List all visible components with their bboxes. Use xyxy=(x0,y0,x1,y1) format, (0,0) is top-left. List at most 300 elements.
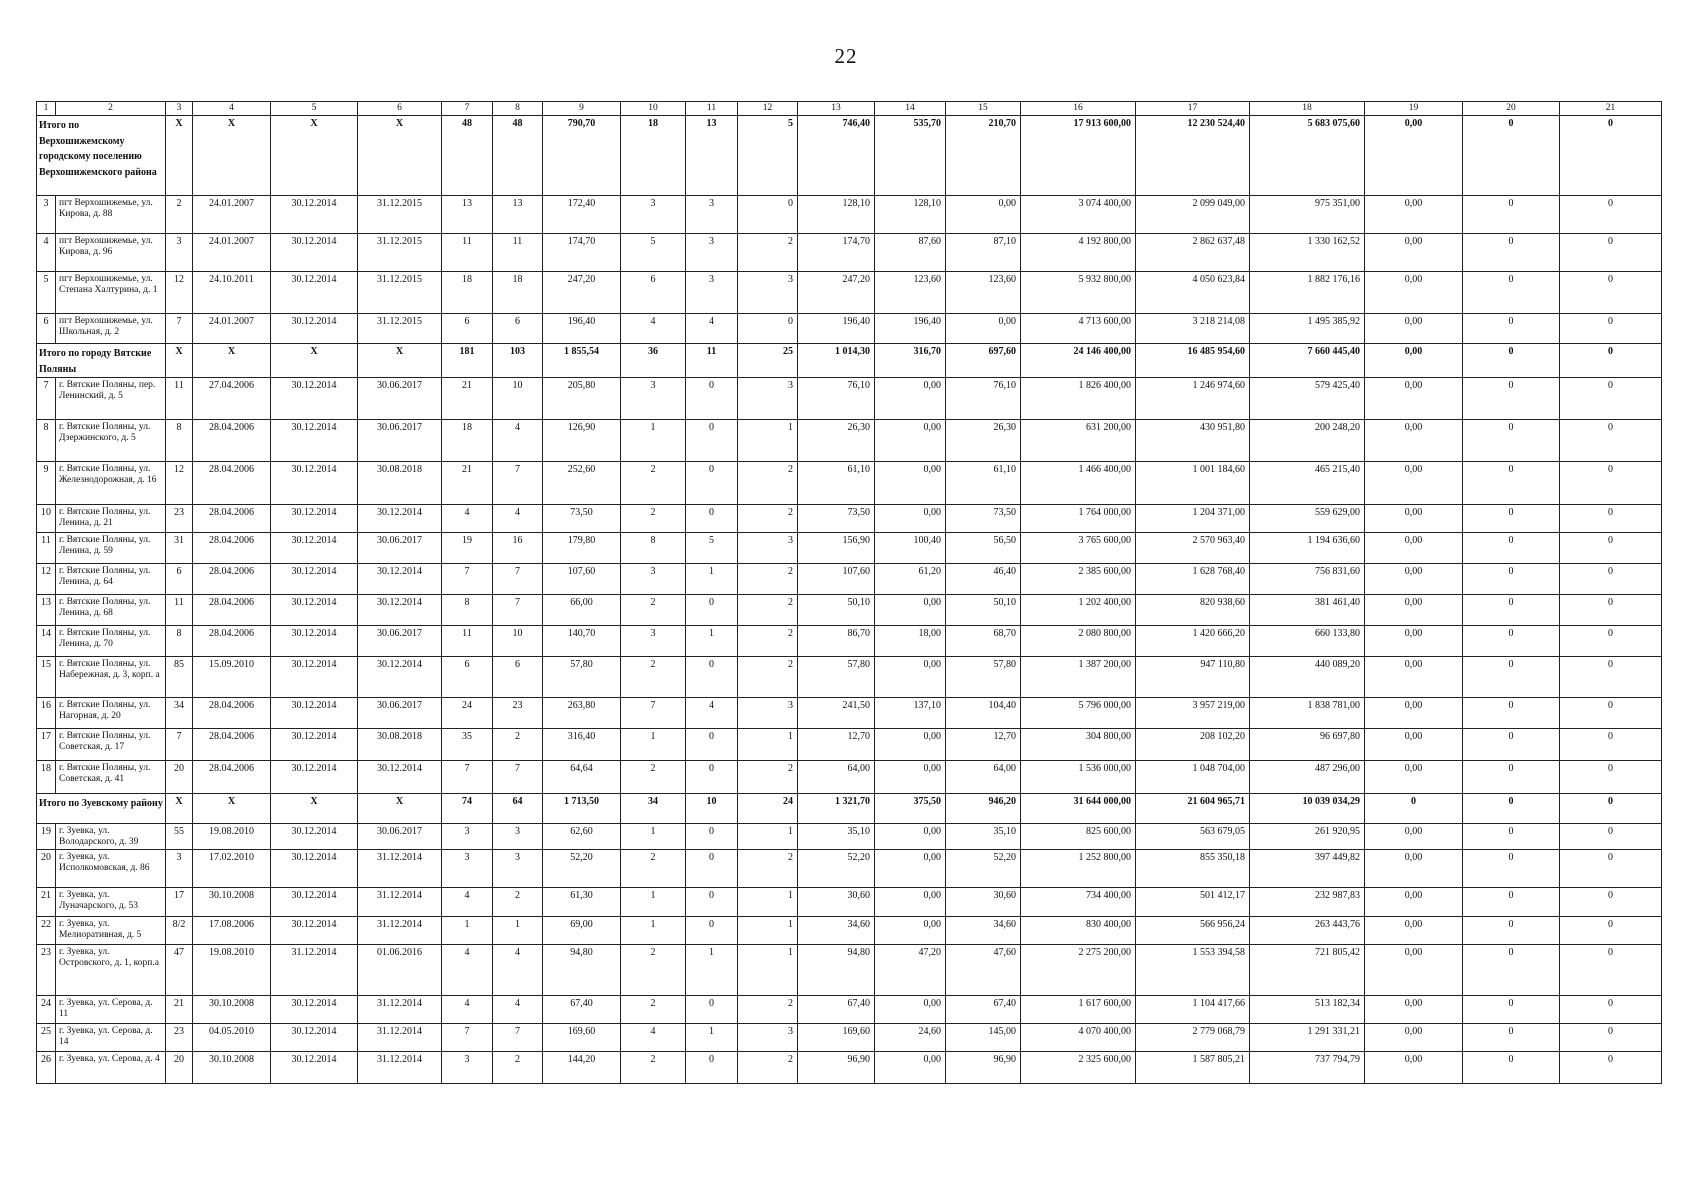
table-cell: 96,90 xyxy=(946,1052,1021,1084)
table-row xyxy=(37,378,1662,420)
table-cell: 465 215,40 xyxy=(1250,462,1365,505)
table-cell: 47,20 xyxy=(875,945,946,996)
table-cell: X xyxy=(166,344,193,378)
table-cell: 30.12.2014 xyxy=(271,698,358,729)
column-number: 7 xyxy=(442,102,493,116)
table-cell: 830 400,00 xyxy=(1021,917,1136,945)
table-cell: 50,10 xyxy=(946,595,1021,626)
table-cell: 28.04.2006 xyxy=(193,595,271,626)
table-cell: 0 xyxy=(686,824,738,850)
table-cell: 31.12.2014 xyxy=(271,945,358,996)
table-cell: 15.09.2010 xyxy=(193,657,271,698)
table-cell: 21 xyxy=(442,378,493,420)
table-cell: 62,60 xyxy=(543,824,621,850)
building-address: г. Зуевка, ул. Мелиоративная, д. 5 xyxy=(56,917,166,945)
table-cell: 3 074 400,00 xyxy=(1021,196,1136,234)
table-cell: 4 xyxy=(686,314,738,344)
table-cell: 2 385 600,00 xyxy=(1021,564,1136,595)
table-cell: 24.10.2011 xyxy=(193,272,271,314)
table-cell: 0,00 xyxy=(875,888,946,917)
table-cell: 0,00 xyxy=(875,824,946,850)
column-number: 1 xyxy=(37,102,56,116)
table-cell: 0 xyxy=(1463,272,1560,314)
table-cell: 1 826 400,00 xyxy=(1021,378,1136,420)
table-row xyxy=(37,917,1662,945)
table-cell: 28.04.2006 xyxy=(193,698,271,729)
table-cell: 0,00 xyxy=(1365,272,1463,314)
column-number: 13 xyxy=(798,102,875,116)
table-cell: 31.12.2014 xyxy=(358,917,442,945)
table-cell: 10 xyxy=(493,378,543,420)
table-cell: 31.12.2015 xyxy=(358,272,442,314)
table-cell: 3 xyxy=(442,850,493,888)
table-cell: 5 xyxy=(738,116,798,196)
table-cell: 0 xyxy=(1560,888,1662,917)
table-cell: 24 xyxy=(738,794,798,824)
table-cell: 0 xyxy=(1560,314,1662,344)
table-cell: 0 xyxy=(1560,945,1662,996)
table-cell: 0 xyxy=(1560,729,1662,761)
table-cell: 24.01.2007 xyxy=(193,314,271,344)
table-cell: 3 xyxy=(166,850,193,888)
table-cell: 316,40 xyxy=(543,729,621,761)
table-cell: 5 683 075,60 xyxy=(1250,116,1365,196)
table-cell: 30.06.2017 xyxy=(358,378,442,420)
table-cell: 28.04.2006 xyxy=(193,761,271,794)
building-address: г. Вятские Поляны, пер. Ленинский, д. 5 xyxy=(56,378,166,420)
table-row xyxy=(37,505,1662,533)
table-cell: 73,50 xyxy=(946,505,1021,533)
table-cell: 579 425,40 xyxy=(1250,378,1365,420)
table-cell: 96,90 xyxy=(798,1052,875,1084)
table-cell: 76,10 xyxy=(798,378,875,420)
column-number: 8 xyxy=(493,102,543,116)
table-cell: 0 xyxy=(686,917,738,945)
table-cell: 17 913 600,00 xyxy=(1021,116,1136,196)
table-cell: 261 920,95 xyxy=(1250,824,1365,850)
table-cell: 30.12.2014 xyxy=(271,917,358,945)
subtotal-row xyxy=(37,344,1662,378)
table-cell: 12 xyxy=(166,462,193,505)
table-cell: 397 449,82 xyxy=(1250,850,1365,888)
table-cell: 25 xyxy=(738,344,798,378)
table-cell: 2 xyxy=(738,657,798,698)
table-cell: 0 xyxy=(1560,462,1662,505)
table-cell: 252,60 xyxy=(543,462,621,505)
table-cell: 0 xyxy=(1463,1052,1560,1084)
table-cell: 200 248,20 xyxy=(1250,420,1365,462)
table-cell: 0,00 xyxy=(1365,196,1463,234)
table-row xyxy=(37,996,1662,1024)
table-cell: 0,00 xyxy=(1365,657,1463,698)
table-cell: 28.04.2006 xyxy=(193,462,271,505)
table-cell: 31.12.2015 xyxy=(358,196,442,234)
table-row xyxy=(37,462,1662,505)
table-row xyxy=(37,1024,1662,1052)
table-cell: 47,60 xyxy=(946,945,1021,996)
table-cell: 86,70 xyxy=(798,626,875,657)
table-cell: 1 xyxy=(738,420,798,462)
table-cell: 179,80 xyxy=(543,533,621,564)
row-number: 7 xyxy=(37,378,56,420)
table-cell: 0 xyxy=(1463,378,1560,420)
table-cell: 0 xyxy=(686,462,738,505)
table-cell: 28.04.2006 xyxy=(193,533,271,564)
table-cell: 0 xyxy=(686,761,738,794)
table-cell: 0 xyxy=(1463,344,1560,378)
table-cell: 6 xyxy=(442,314,493,344)
table-cell: 30.12.2014 xyxy=(271,234,358,272)
table-row xyxy=(37,420,1662,462)
table-cell: 3 xyxy=(621,378,686,420)
table-cell: 0 xyxy=(1560,234,1662,272)
table-cell: 4 xyxy=(442,996,493,1024)
table-cell: 26,30 xyxy=(946,420,1021,462)
table-cell: 0 xyxy=(1463,698,1560,729)
table-cell: 181 xyxy=(442,344,493,378)
table-cell: 11 xyxy=(442,234,493,272)
table-cell: 30.10.2008 xyxy=(193,888,271,917)
table-cell: 21 xyxy=(166,996,193,1024)
table-cell: 946,20 xyxy=(946,794,1021,824)
table-cell: 30.12.2014 xyxy=(271,505,358,533)
table-cell: 30.12.2014 xyxy=(271,626,358,657)
table-cell: 2 xyxy=(738,595,798,626)
table-cell: 1 014,30 xyxy=(798,344,875,378)
table-cell: 123,60 xyxy=(875,272,946,314)
table-cell: 0 xyxy=(1463,564,1560,595)
table-row xyxy=(37,533,1662,564)
table-cell: 513 182,34 xyxy=(1250,996,1365,1024)
table-cell: 1 xyxy=(738,917,798,945)
row-number: 16 xyxy=(37,698,56,729)
table-cell: X xyxy=(358,116,442,196)
table-cell: 3 xyxy=(493,850,543,888)
table-cell: 107,60 xyxy=(798,564,875,595)
table-cell: 30.08.2018 xyxy=(358,462,442,505)
table-cell: 17 xyxy=(166,888,193,917)
table-row xyxy=(37,729,1662,761)
table-cell: 210,70 xyxy=(946,116,1021,196)
subtotal-label: Итого по Верхошижемскому городскому поселению Верхошижемского района xyxy=(37,116,166,196)
table-cell: 10 xyxy=(493,626,543,657)
table-cell: 31.12.2015 xyxy=(358,314,442,344)
table-cell: 0,00 xyxy=(1365,378,1463,420)
table-cell: 2 xyxy=(493,729,543,761)
table-cell: 4 xyxy=(493,945,543,996)
table-cell: 196,40 xyxy=(798,314,875,344)
table-cell: 0 xyxy=(1560,595,1662,626)
table-cell: 87,60 xyxy=(875,234,946,272)
table-cell: 1 001 184,60 xyxy=(1136,462,1250,505)
table-cell: 2 xyxy=(621,996,686,1024)
table-cell: 0 xyxy=(686,420,738,462)
table-cell: 61,10 xyxy=(798,462,875,505)
table-cell: 12,70 xyxy=(946,729,1021,761)
table-cell: 0 xyxy=(1463,794,1560,824)
table-cell: 94,80 xyxy=(543,945,621,996)
table-cell: 1 xyxy=(621,917,686,945)
table-cell: 0 xyxy=(1560,698,1662,729)
table-cell: 1 252 800,00 xyxy=(1021,850,1136,888)
table-cell: 31.12.2014 xyxy=(358,1024,442,1052)
table-cell: 57,80 xyxy=(798,657,875,698)
table-cell: 36 xyxy=(621,344,686,378)
table-cell: 0,00 xyxy=(1365,116,1463,196)
table-cell: 1 xyxy=(621,420,686,462)
table-cell: 0 xyxy=(686,729,738,761)
row-number: 11 xyxy=(37,533,56,564)
table-cell: 1 291 331,21 xyxy=(1250,1024,1365,1052)
table-cell: 0 xyxy=(686,996,738,1024)
table-cell: 1 204 371,00 xyxy=(1136,505,1250,533)
table-cell: 1 628 768,40 xyxy=(1136,564,1250,595)
table-cell: X xyxy=(271,116,358,196)
table-cell: 2 080 800,00 xyxy=(1021,626,1136,657)
table-cell: 0 xyxy=(1560,116,1662,196)
table-cell: 52,20 xyxy=(946,850,1021,888)
table-cell: 30.12.2014 xyxy=(271,378,358,420)
table-cell: 0,00 xyxy=(875,729,946,761)
table-cell: 8 xyxy=(166,420,193,462)
table-cell: 31.12.2014 xyxy=(358,888,442,917)
building-address: пгт Верхошижемье, ул. Школьная, д. 2 xyxy=(56,314,166,344)
table-cell: 31.12.2014 xyxy=(358,1052,442,1084)
table-cell: 2 099 049,00 xyxy=(1136,196,1250,234)
table-cell: 30,60 xyxy=(946,888,1021,917)
table-cell: 0 xyxy=(1463,657,1560,698)
table-cell: 2 xyxy=(621,595,686,626)
table-row xyxy=(37,196,1662,234)
table-cell: 0 xyxy=(1560,657,1662,698)
table-cell: 172,40 xyxy=(543,196,621,234)
table-cell: 0 xyxy=(1560,378,1662,420)
table-cell: 247,20 xyxy=(543,272,621,314)
table-cell: 64 xyxy=(493,794,543,824)
table-cell: 0,00 xyxy=(1365,1052,1463,1084)
table-cell: 3 xyxy=(442,824,493,850)
table-cell: 123,60 xyxy=(946,272,1021,314)
table-cell: 0 xyxy=(686,378,738,420)
row-number: 17 xyxy=(37,729,56,761)
building-address: г. Зуевка, ул. Серова, д. 14 xyxy=(56,1024,166,1052)
building-address: г. Вятские Поляны, ул. Ленина, д. 64 xyxy=(56,564,166,595)
table-cell: 10 039 034,29 xyxy=(1250,794,1365,824)
table-cell: 31.12.2014 xyxy=(358,996,442,1024)
table-cell: 0,00 xyxy=(1365,234,1463,272)
table-cell: 2 xyxy=(493,1052,543,1084)
row-number: 14 xyxy=(37,626,56,657)
table-cell: 8 xyxy=(442,595,493,626)
table-cell: 3 xyxy=(621,626,686,657)
table-cell: X xyxy=(193,116,271,196)
table-cell: 57,80 xyxy=(543,657,621,698)
table-cell: 0,00 xyxy=(1365,917,1463,945)
table-cell: 13 xyxy=(442,196,493,234)
table-cell: 4 192 800,00 xyxy=(1021,234,1136,272)
table-cell: 746,40 xyxy=(798,116,875,196)
table-cell: 2 xyxy=(738,564,798,595)
table-cell: 4 713 600,00 xyxy=(1021,314,1136,344)
table-cell: 17.02.2010 xyxy=(193,850,271,888)
table-cell: 0,00 xyxy=(875,378,946,420)
table-cell: X xyxy=(358,794,442,824)
table-cell: 57,80 xyxy=(946,657,1021,698)
table-row xyxy=(37,945,1662,996)
table-row xyxy=(37,888,1662,917)
table-cell: 7 xyxy=(493,1024,543,1052)
table-cell: 205,80 xyxy=(543,378,621,420)
table-cell: 30.06.2017 xyxy=(358,533,442,564)
table-cell: 23 xyxy=(166,505,193,533)
building-address: г. Вятские Поляны, ул. Нагорная, д. 20 xyxy=(56,698,166,729)
table-cell: 30.12.2014 xyxy=(271,533,358,564)
table-cell: 5 796 000,00 xyxy=(1021,698,1136,729)
table-cell: 8 xyxy=(166,626,193,657)
table-cell: X xyxy=(193,344,271,378)
table-cell: 31.12.2015 xyxy=(358,234,442,272)
table-cell: 375,50 xyxy=(875,794,946,824)
table-cell: 169,60 xyxy=(798,1024,875,1052)
building-address: пгт Верхошижемье, ул. Кирова, д. 96 xyxy=(56,234,166,272)
table-cell: 4 xyxy=(442,888,493,917)
table-cell: 76,10 xyxy=(946,378,1021,420)
table-cell: 1 838 781,00 xyxy=(1250,698,1365,729)
housing-program-table xyxy=(36,101,1662,1084)
table-cell: 0 xyxy=(1463,1024,1560,1052)
table-cell: 0 xyxy=(1560,794,1662,824)
table-cell: 0,00 xyxy=(1365,420,1463,462)
table-cell: 30.06.2017 xyxy=(358,626,442,657)
column-number: 3 xyxy=(166,102,193,116)
table-cell: 721 805,42 xyxy=(1250,945,1365,996)
row-number: 20 xyxy=(37,850,56,888)
table-cell: 737 794,79 xyxy=(1250,1052,1365,1084)
table-cell: 8/2 xyxy=(166,917,193,945)
table-cell: 1 xyxy=(738,824,798,850)
column-number: 19 xyxy=(1365,102,1463,116)
table-cell: 30.06.2017 xyxy=(358,824,442,850)
table-cell: 1 xyxy=(686,564,738,595)
table-cell: 440 089,20 xyxy=(1250,657,1365,698)
table-cell: 23 xyxy=(493,698,543,729)
table-cell: 855 350,18 xyxy=(1136,850,1250,888)
table-cell: X xyxy=(166,116,193,196)
table-cell: 0,00 xyxy=(1365,761,1463,794)
building-address: г. Зуевка, ул. Исполкомовская, д. 86 xyxy=(56,850,166,888)
table-cell: 0 xyxy=(1463,505,1560,533)
building-address: г. Зуевка, ул. Островского, д. 1, корп.а xyxy=(56,945,166,996)
subtotal-row xyxy=(37,116,1662,196)
row-number: 25 xyxy=(37,1024,56,1052)
table-cell: 0,00 xyxy=(875,595,946,626)
table-cell: 4 xyxy=(442,945,493,996)
table-cell: 1 xyxy=(738,945,798,996)
table-cell: 2 xyxy=(621,761,686,794)
table-cell: 756 831,60 xyxy=(1250,564,1365,595)
table-cell: 67,40 xyxy=(543,996,621,1024)
table-cell: 0 xyxy=(1365,794,1463,824)
row-number: 23 xyxy=(37,945,56,996)
table-cell: 24,60 xyxy=(875,1024,946,1052)
row-number: 8 xyxy=(37,420,56,462)
table-cell: 19.08.2010 xyxy=(193,824,271,850)
table-cell: 19.08.2010 xyxy=(193,945,271,996)
table-cell: 4 xyxy=(493,996,543,1024)
table-cell: 0,00 xyxy=(1365,462,1463,505)
table-cell: 0 xyxy=(1463,761,1560,794)
table-cell: 144,20 xyxy=(543,1052,621,1084)
table-cell: 1 xyxy=(442,917,493,945)
table-cell: 2 325 600,00 xyxy=(1021,1052,1136,1084)
table-cell: 48 xyxy=(493,116,543,196)
table-cell: 30.12.2014 xyxy=(271,657,358,698)
table-row xyxy=(37,626,1662,657)
table-cell: 3 xyxy=(686,234,738,272)
column-number: 11 xyxy=(686,102,738,116)
table-cell: 28.04.2006 xyxy=(193,564,271,595)
table-cell: 3 xyxy=(738,1024,798,1052)
table-cell: 2 xyxy=(738,505,798,533)
table-cell: 0 xyxy=(1463,729,1560,761)
table-cell: 21 xyxy=(442,462,493,505)
table-cell: 0 xyxy=(686,888,738,917)
table-cell: 3 xyxy=(442,1052,493,1084)
table-cell: 0,00 xyxy=(1365,850,1463,888)
table-cell: 4 xyxy=(493,420,543,462)
building-address: г. Вятские Поляны, ул. Ленина, д. 21 xyxy=(56,505,166,533)
column-number: 17 xyxy=(1136,102,1250,116)
building-address: г. Вятские Поляны, ул. Ленина, д. 68 xyxy=(56,595,166,626)
table-cell: 0 xyxy=(1560,761,1662,794)
row-number: 4 xyxy=(37,234,56,272)
table-cell: 30.12.2014 xyxy=(271,462,358,505)
table-cell: 6 xyxy=(166,564,193,595)
table-cell: 64,64 xyxy=(543,761,621,794)
table-cell: 46,40 xyxy=(946,564,1021,595)
row-number: 3 xyxy=(37,196,56,234)
table-cell: 52,20 xyxy=(798,850,875,888)
subtotal-row xyxy=(37,794,1662,824)
table-cell: 3 xyxy=(166,234,193,272)
column-number: 14 xyxy=(875,102,946,116)
table-cell: 196,40 xyxy=(875,314,946,344)
table-cell: 0 xyxy=(1463,595,1560,626)
table-cell: 104,40 xyxy=(946,698,1021,729)
table-cell: 69,00 xyxy=(543,917,621,945)
row-number: 15 xyxy=(37,657,56,698)
table-cell: 0 xyxy=(1463,234,1560,272)
table-cell: 1 536 000,00 xyxy=(1021,761,1136,794)
table-cell: 0 xyxy=(1463,116,1560,196)
table-cell: 12 xyxy=(166,272,193,314)
table-cell: 24 146 400,00 xyxy=(1021,344,1136,378)
table-cell: 27.04.2006 xyxy=(193,378,271,420)
table-cell: 1 xyxy=(621,824,686,850)
table-cell: 0,00 xyxy=(875,462,946,505)
row-number: 9 xyxy=(37,462,56,505)
column-number: 9 xyxy=(543,102,621,116)
table-cell: 2 xyxy=(621,462,686,505)
table-cell: 975 351,00 xyxy=(1250,196,1365,234)
table-cell: 697,60 xyxy=(946,344,1021,378)
table-cell: 1 202 400,00 xyxy=(1021,595,1136,626)
table-cell: 11 xyxy=(493,234,543,272)
table-cell: 2 xyxy=(738,996,798,1024)
table-cell: 68,70 xyxy=(946,626,1021,657)
building-address: пгт Верхошижемье, ул. Степана Халтурина, д. 1 xyxy=(56,272,166,314)
table-cell: 28.04.2006 xyxy=(193,729,271,761)
